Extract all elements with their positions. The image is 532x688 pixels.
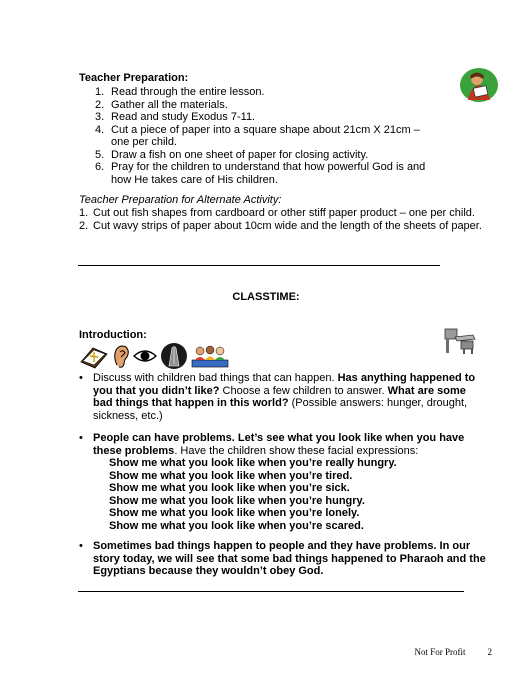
prep-step: 6. Pray for the children to understand that how powerful God is and how He takes care of His children. — [95, 161, 426, 186]
school-desk-icon — [443, 325, 477, 355]
expression-prompt: Show me what you look like when you’re hungry. — [109, 494, 365, 507]
alt-step: 2. Cut wavy strips of paper about 10cm wide and the length of the sheets of paper. — [79, 219, 482, 232]
ear-icon — [111, 343, 131, 369]
intro-bullet-list-1 — [79, 372, 487, 422]
alternate-prep-title: Teacher Preparation for Alternate Activity: — [79, 194, 282, 206]
intro-bullet-list-2 — [79, 432, 487, 532]
prep-step: 4. Cut a piece of paper into a square shape about 21cm X 21cm – one per child. — [95, 123, 420, 148]
bullet-marker: • — [79, 372, 83, 384]
page-footer — [414, 647, 492, 657]
bullet-marker: • — [79, 432, 83, 444]
expression-prompt: Show me what you look like when you’re tired. — [109, 469, 353, 482]
teacher-prep-list — [95, 86, 435, 186]
introduction-title: Introduction: — [79, 329, 147, 341]
classtime-heading: CLASSTIME: — [232, 291, 300, 303]
story-bullet: • Sometimes bad things happen to people and they have problems. In our story today, we will see that some bad things happened to Pharaoh and the Egyptians because they wouldn’t obey God. — [79, 540, 486, 577]
section-divider — [78, 591, 464, 592]
eye-icon — [133, 347, 157, 365]
teacher-reading-icon — [459, 67, 499, 103]
prep-step: 1. Read through the entire lesson. — [95, 86, 265, 98]
page-number: 2 — [487, 647, 492, 657]
alt-step: 1. Cut out fish shapes from cardboard or other stiff paper product – one per child. — [79, 207, 475, 219]
problems-bullet: • People can have problems. Let’s see what you look like when you have these problems. Have the children show these facial expressions: Show me what you look like when you’re really hungry. Show me what you look like when you’re tired. Show me what you look like when you’re sick. Show me what you look like when you’re hungry. Show me what you look like when you’re lonely. Show me what you look like when you’re scared. — [79, 432, 487, 532]
prep-step: 3. Read and study Exodus 7-11. — [95, 111, 256, 123]
alternate-prep-list — [79, 207, 499, 232]
children-icon — [191, 344, 229, 368]
expression-prompt: Show me what you look like when you’re scared. — [109, 519, 364, 532]
prep-step: 2. Gather all the materials. — [95, 98, 228, 111]
expression-prompt: Show me what you look like when you’re lonely. — [109, 507, 360, 519]
facial-expression-list — [93, 457, 487, 532]
prep-step: 5. Draw a fish on one sheet of paper for closing activity. — [95, 148, 369, 161]
expression-prompt: Show me what you look like when you’re sick. — [109, 482, 350, 494]
footer-text: Not For Profit — [414, 647, 466, 657]
intro-bullet-list-3 — [79, 540, 487, 578]
praying-hands-icon — [159, 342, 189, 370]
bible-icon — [79, 342, 109, 370]
teacher-prep-title: Teacher Preparation: — [79, 72, 189, 84]
expression-prompt: Show me what you look like when you’re really hungry. — [109, 457, 397, 469]
senses-icon-row — [79, 342, 229, 370]
bullet-marker: • — [79, 540, 83, 552]
discussion-bullet: • Discuss with children bad things that can happen. Has anything happened to you that you didn’t like? Choose a few children to answer. What are some bad things that happen in this world? (Possible answers: hunger, drought, sickness, etc.) — [79, 372, 476, 422]
section-divider — [78, 265, 440, 266]
